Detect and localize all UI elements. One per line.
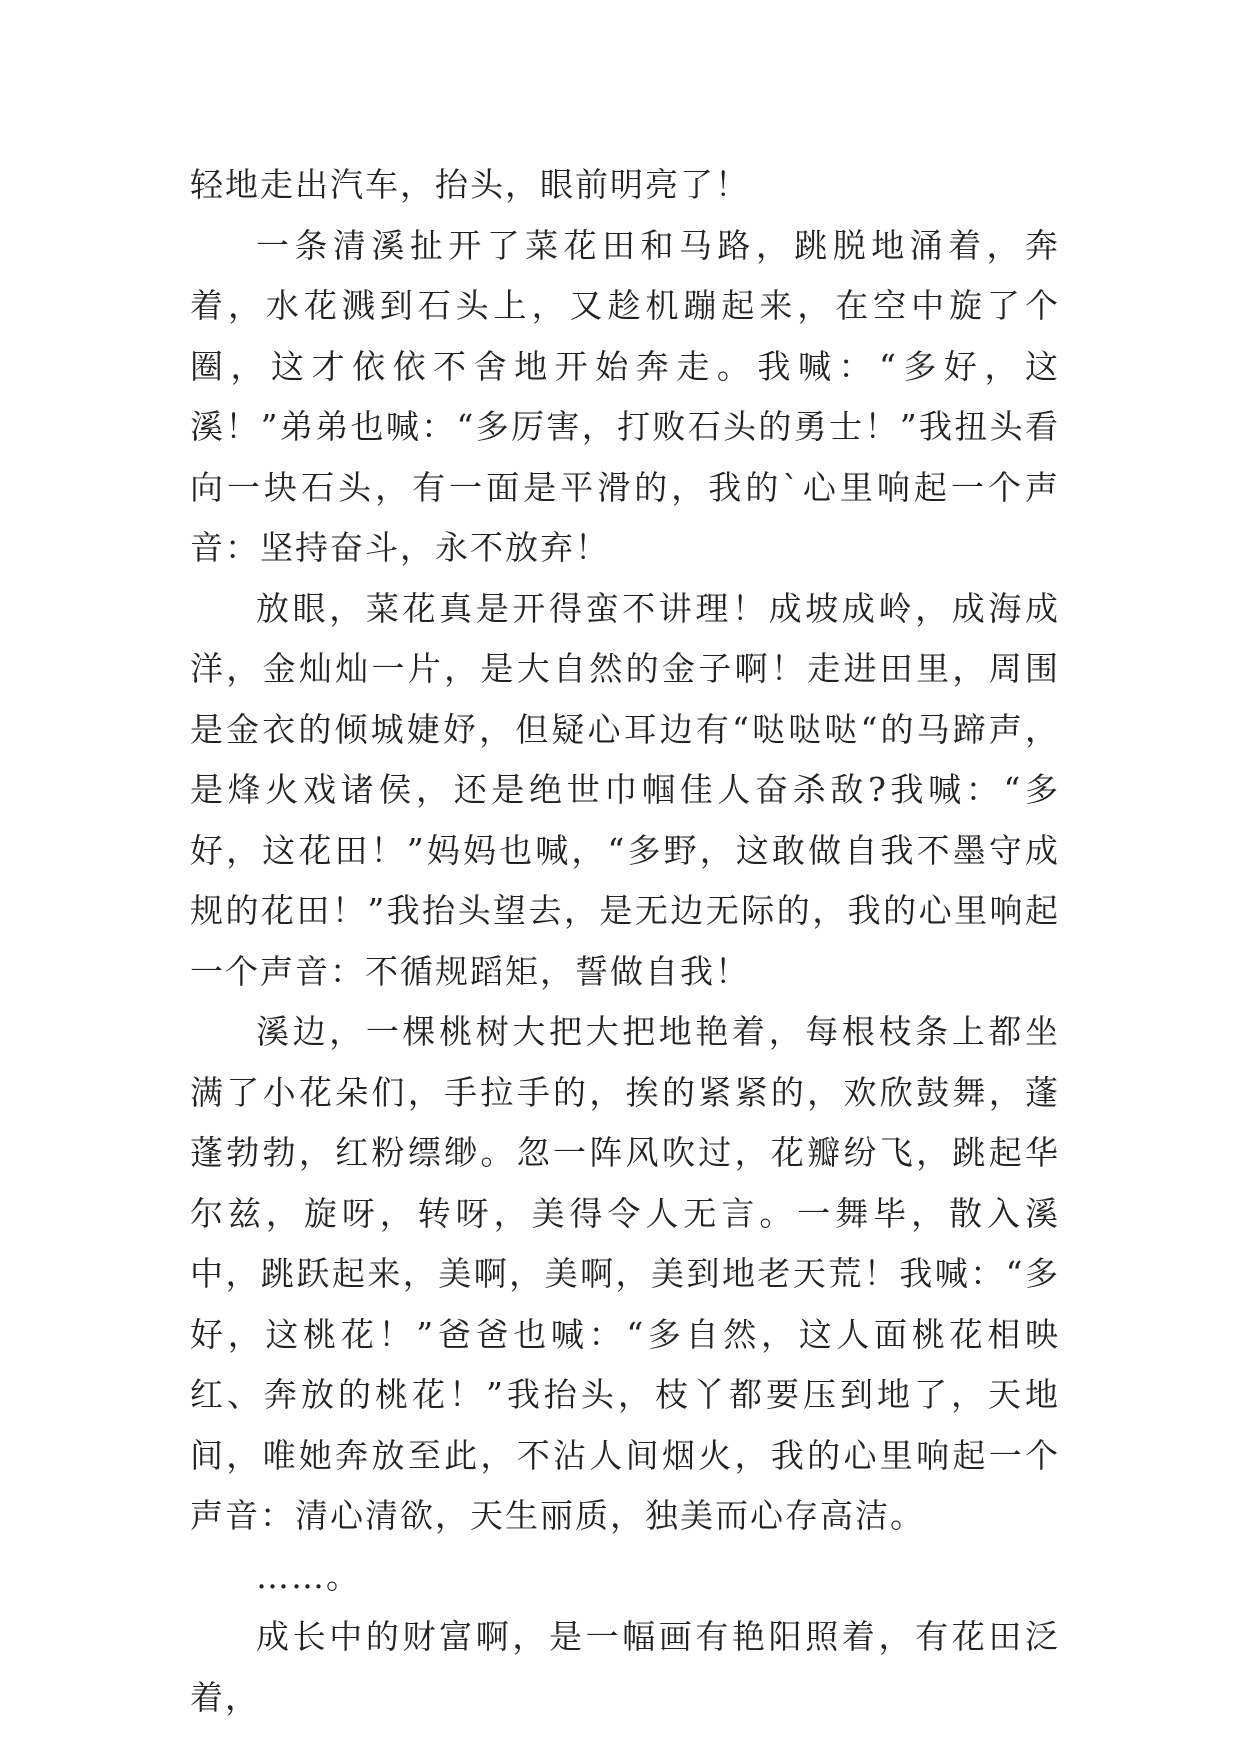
paragraph-3: 放眼，菜花真是开得蛮不讲理！成坡成岭，成海成洋，金灿灿一片，是大自然的金子啊！走进田里，周围是金衣的倾城婕妤，但疑心耳边有“哒哒哒“的马蹄声，是烽火戏诸侯，还是绝世巾帼佳人奋杀敌?我喊：“多好，这花田！”妈妈也喊，“多野，这敢做自我不墨守成规的花田！”我抬头望去，是无边无际的，我的心里响起一个声音：不循规蹈矩，誓做自我！ [190, 588, 1060, 991]
paragraph-2: 一条清溪扯开了菜花田和马路，跳脱地涌着，奔着，水花溅到石头上，又趁机蹦起来，在空中旋了个圈，这才依依不舍地开始奔走。我喊：“多好，这溪！”弟弟也喊：“多厉害，打败石头的勇士！”我扭头看向一块石头，有一面是平滑的，我的`心里响起一个声音：坚持奋斗，永不放弃！ [190, 225, 1060, 567]
paragraph-5: ……。 [256, 1556, 361, 1596]
paragraph-6: 成长中的财富啊，是一幅画有艳阳照着，有花田泛着， [190, 1617, 1060, 1717]
essay-body [190, 155, 1060, 1728]
paragraph-1: 轻地走出汽车，抬头，眼前明亮了！ [190, 165, 750, 204]
paragraph-4: 溪边，一棵桃树大把大把地艳着，每根枝条上都坐满了小花朵们，手拉手的，挨的紧紧的，欢欣鼓舞，蓬蓬勃勃，红粉缥缈。忽一阵风吹过，花瓣纷飞，跳起华尔兹，旋呀，转呀，美得令人无言。一舞毕，散入溪中，跳跃起来，美啊，美啊，美到地老天荒！我喊：“多好，这桃花！”爸爸也喊：“多自然，这人面桃花相映红、奔放的桃花！”我抬头，枝丫都要压到地了，天地间，唯她奔放至此，不沾人间烟火，我的心里响起一个声音：清心清欲，天生丽质，独美而心存高洁。 [190, 1012, 1060, 1535]
